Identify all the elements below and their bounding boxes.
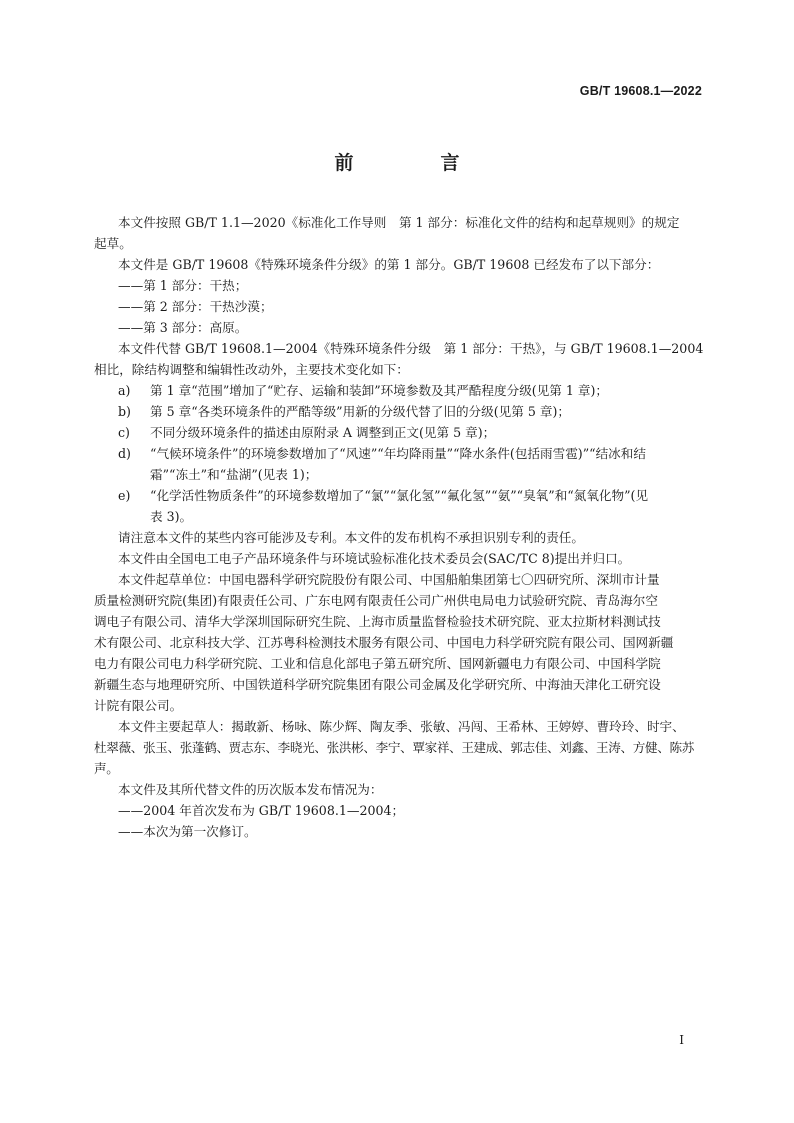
list-marker: c) — [118, 425, 130, 440]
paragraph-drafting-units — [94, 569, 706, 716]
text-line: 本文件主要起草人：揭敢新、杨咏、陈少辉、陶友季、张敏、冯闯、王希林、王婷婷、曹玲玲、时宇、 — [118, 719, 685, 734]
list-item: ——第 3 部分：高原。 — [118, 320, 248, 335]
list-item: ——第 2 部分：干热沙漠； — [118, 299, 273, 314]
list-text: 不同分级环境条件的描述由原附录 A 调整到正文(见第 5 章)； — [150, 425, 496, 440]
page-title: 前 言 — [334, 152, 494, 174]
list-marker: d) — [118, 446, 131, 461]
text-line: 计院有限公司。 — [94, 698, 183, 713]
text-line: 本文件代替 GB/T 19608.1—2004《特殊环境条件分级 第 1 部分：干热》，与 GB/T 19608.1—2004 — [118, 341, 704, 356]
list-marker: e) — [118, 488, 131, 503]
list-item — [118, 380, 706, 401]
text-line: 电力有限公司电力科学研究院、工业和信息化部电子第五研究所、国网新疆电力有限公司、中国科学院 — [94, 656, 661, 671]
paragraph-parts-intro: 本文件是 GB/T 19608《特殊环境条件分级》的第 1 部分。GB/T 19608 已经发布了以下部分： — [118, 257, 660, 272]
list-item: ——本次为第一次修订。 — [118, 824, 257, 839]
list-item: ——2004 年首次发布为 GB/T 19608.1—2004； — [118, 803, 405, 818]
text-line: 术有限公司、北京科技大学、江苏粤科检测技术服务有限公司、中国电力科学研究院有限公司、国网新疆 — [94, 635, 674, 650]
list-text: “气候环境条件”的环境参数增加了“风速”“年均降雨量”“降水条件(包括雨雪雹)”“结冰和结 — [150, 446, 646, 461]
list-text: 第 1 章“范围”增加了“贮存、运输和装卸”环境参数及其严酷程度分级(见第 1 章)； — [150, 383, 609, 398]
text-line: 杜翠薇、张玉、张蓬鹤、贾志东、李晓光、张洪彬、李宁、覃家祥、王建成、郭志佳、刘鑫、王涛、方健、陈苏声。 — [94, 740, 694, 776]
document-body — [94, 212, 706, 842]
list-item — [118, 401, 706, 422]
text-line: 本文件按照 GB/T 1.1—2020《标准化工作导则 第 1 部分：标准化文件的结构和起草规则》的规定 — [118, 215, 680, 230]
list-text: 第 5 章“各类环境条件的严酷等级”用新的分级代替了旧的分级(见第 5 章)； — [150, 404, 570, 419]
paragraph-replacement — [94, 338, 706, 380]
list-marker: a) — [118, 383, 131, 398]
list-text: 霜”“冻土”和“盐湖”(见表 1)； — [150, 467, 318, 482]
paragraph-committee: 本文件由全国电工电子产品环境条件与环境试验标准化技术委员会(SAC/TC 8)提出并归口。 — [118, 551, 631, 566]
paragraph-history: 本文件及其所代替文件的历次版本发布情况为： — [118, 782, 383, 797]
text-line: 调电子有限公司、清华大学深圳国际研究生院、上海市质量监督检验技术研究院、亚太拉斯材料测试技 — [94, 614, 661, 629]
text-line: 新疆生态与地理研究所、中国铁道科学研究院集团有限公司金属及化学研究所、中海油天津化工研究设 — [94, 677, 661, 692]
text-line: 相比，除结构调整和编辑性改动外，主要技术变化如下： — [94, 362, 409, 377]
list-item — [118, 485, 706, 527]
paragraph-drafting-rules — [94, 212, 706, 254]
list-marker: b) — [118, 404, 131, 419]
list-item: ——第 1 部分：干热； — [118, 278, 248, 293]
standard-code: GB/T 19608.1—2022 — [579, 84, 702, 98]
paragraph-patent-notice: 请注意本文件的某些内容可能涉及专利。本文件的发布机构不承担识别专利的责任。 — [118, 530, 584, 545]
text-line: 质量检测研究院(集团)有限责任公司、广东电网有限责任公司广州供电局电力试验研究院、青岛海尔空 — [94, 593, 658, 608]
text-line: 起草。 — [94, 236, 132, 251]
list-text: 表 3)。 — [150, 509, 193, 524]
list-item — [118, 443, 706, 485]
list-item — [118, 422, 706, 443]
text-line: 本文件起草单位：中国电器科学研究院股份有限公司、中国船舶集团第七〇四研究所、深圳市计量 — [118, 572, 660, 587]
page-number: I — [679, 1033, 684, 1047]
paragraph-drafters — [94, 716, 706, 779]
list-text: “化学活性物质条件”的环境参数增加了“氯”“氯化氢”“氟化氢”“氨”“臭氧”和“氮氧化物”(见 — [150, 488, 649, 503]
